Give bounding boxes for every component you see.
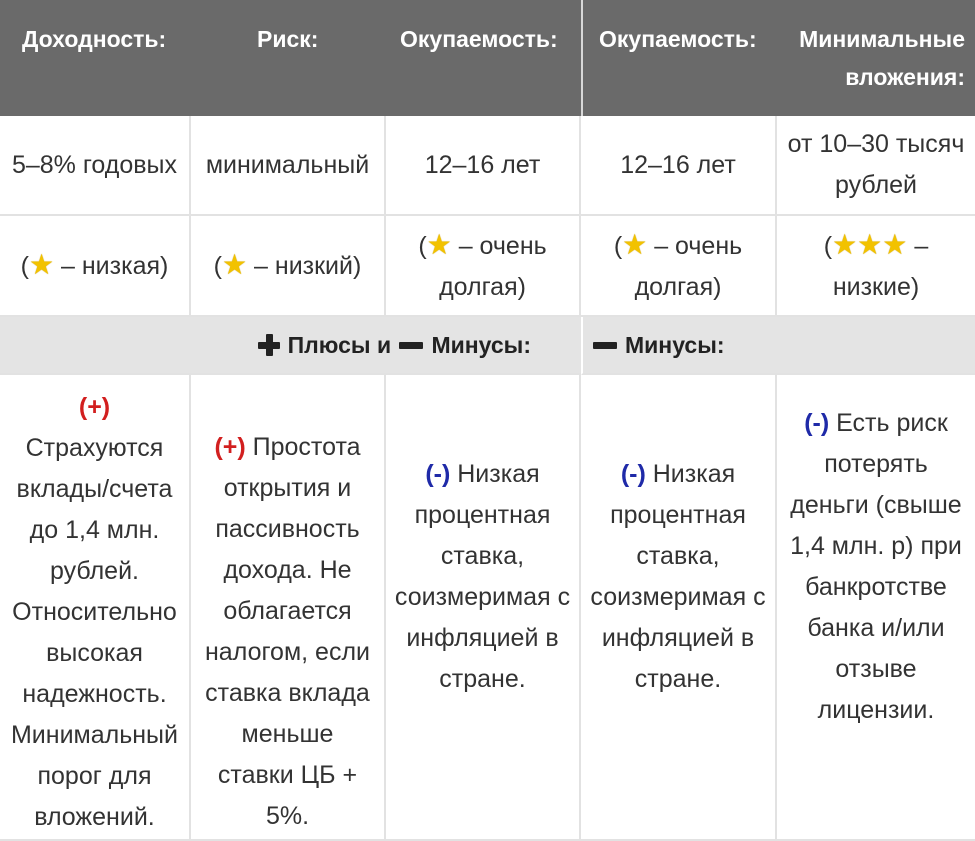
rating-payback-1: (★ – очень долгая)	[386, 216, 581, 317]
star-icon: ★	[426, 228, 452, 260]
value-risk: минимальный	[191, 116, 386, 216]
cons-band: Минусы:	[581, 317, 975, 375]
header-yield: Доходность:	[0, 0, 191, 116]
plus-marker: (+)	[78, 393, 111, 421]
plus-marker: (+)	[214, 433, 246, 461]
star-icon: ★	[622, 228, 648, 260]
star-icon: ★	[882, 228, 908, 260]
minus-icon	[399, 342, 423, 349]
header-risk: Риск:	[191, 0, 386, 116]
detail-payback-1: (-) Низкая процентная ставка, соизмеримая с инфляцией в стране.	[386, 375, 581, 841]
header-min-investment: Минимальные вложения:	[777, 0, 975, 116]
minus-marker: (-)	[804, 409, 830, 437]
detail-yield: (+) Страхуются вклады/счета до 1,4 млн. рублей. Относительно высокая надежность. Минимальный порог для вложений.	[0, 375, 191, 841]
value-payback-1: 12–16 лет	[386, 116, 581, 216]
rating-risk: (★ – низкий)	[191, 216, 386, 317]
header-payback-2: Окупаемость:	[581, 0, 777, 116]
value-min-investment: от 10–30 тысяч рублей	[777, 116, 975, 216]
detail-min-investment: (-) Есть риск потерять деньги (свыше 1,4 млн. р) при банкротстве банка и/или отзыве лицензии.	[777, 375, 975, 841]
value-payback-2: 12–16 лет	[581, 116, 777, 216]
detail-payback-2: (-) Низкая процентная ставка, соизмеримая с инфляцией в стране.	[581, 375, 777, 841]
minus-marker: (-)	[425, 460, 451, 488]
header-payback-1: Окупаемость:	[386, 0, 581, 116]
rating-yield: (★ – низкая)	[0, 216, 191, 317]
star-icon: ★	[832, 228, 858, 260]
star-icon: ★	[28, 249, 55, 280]
minus-icon	[593, 342, 617, 349]
detail-risk: (+) Простота открытия и пассивность дохода. Не облагается налогом, если ставка вклада меньше ставки ЦБ + 5%.	[191, 375, 386, 841]
star-icon: ★	[857, 228, 883, 260]
rating-min-investment: (★★★ – низкие)	[777, 216, 975, 317]
plus-icon	[258, 334, 280, 356]
rating-payback-2: (★ – очень долгая)	[581, 216, 777, 317]
value-yield: 5–8% годовых	[0, 116, 191, 216]
star-icon: ★	[221, 249, 248, 280]
pros-cons-band: Плюсы и Минусы:	[0, 317, 581, 375]
minus-marker: (-)	[620, 460, 646, 488]
